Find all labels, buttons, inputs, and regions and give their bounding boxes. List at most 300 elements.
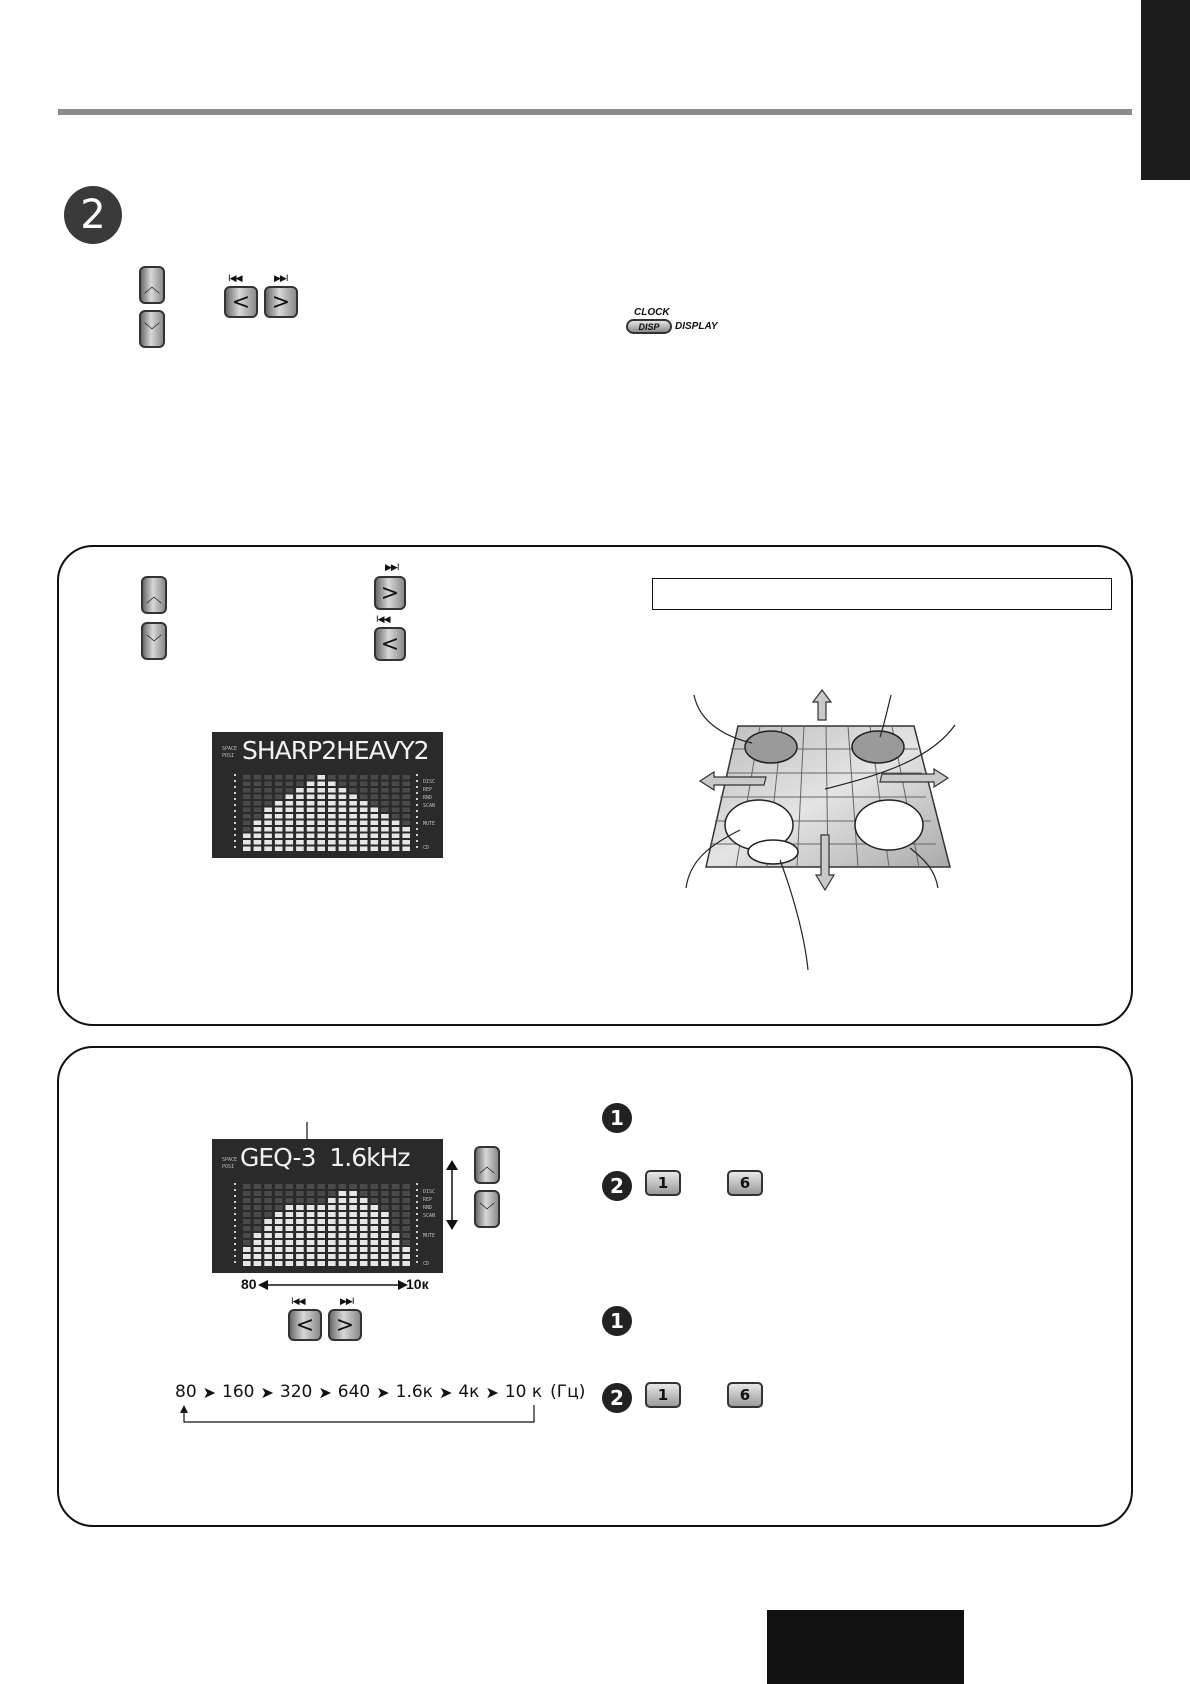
eq-segment xyxy=(286,1226,294,1231)
eq-segment xyxy=(381,801,389,806)
step-a2-badge xyxy=(602,1171,632,1201)
eq-segment xyxy=(392,1261,400,1266)
eq-segment xyxy=(275,1261,283,1266)
eq-segment xyxy=(275,1205,283,1210)
eq-segment xyxy=(381,814,389,819)
lcd-rep-label: REP xyxy=(423,787,433,793)
panel2-skip-back-label: I◀◀ xyxy=(291,1297,305,1307)
eq-segment xyxy=(286,1233,294,1238)
eq-guide-dot xyxy=(234,786,236,788)
lcd-cd-label: CD xyxy=(423,1261,430,1267)
eq-segment xyxy=(349,788,357,793)
eq-segment xyxy=(275,788,283,793)
eq-segment xyxy=(339,1205,347,1210)
eq-segment xyxy=(243,782,251,787)
eq-segment xyxy=(371,1184,379,1189)
eq-segment xyxy=(264,1198,272,1203)
eq-segment xyxy=(254,821,262,826)
eq-segment xyxy=(360,847,368,852)
panel1-up-button[interactable] xyxy=(141,576,167,614)
down-button[interactable] xyxy=(139,310,165,348)
eq-segment xyxy=(402,1226,410,1231)
eq-segment xyxy=(296,827,304,832)
eq-segment xyxy=(286,808,294,813)
eq-guide-dot xyxy=(416,1201,418,1203)
eq-segment xyxy=(339,1226,347,1231)
eq-segment xyxy=(286,1191,294,1196)
eq-segment xyxy=(402,1191,410,1196)
eq-guide-dot xyxy=(416,1189,418,1191)
eq-guide-dot xyxy=(416,1237,418,1239)
eq-segment xyxy=(264,788,272,793)
disp-button[interactable] xyxy=(626,319,672,334)
side-tab-marker xyxy=(1141,0,1190,180)
eq-segment xyxy=(275,814,283,819)
eq-segment xyxy=(328,1247,336,1252)
clock-label: CLOCK xyxy=(634,307,670,318)
eq-segment xyxy=(243,1212,251,1217)
eq-segment xyxy=(392,1205,400,1210)
eq-segment xyxy=(275,1219,283,1224)
eq-segment xyxy=(328,1212,336,1217)
preset-key-1-button[interactable] xyxy=(645,1170,681,1196)
eq-segment xyxy=(307,1254,315,1259)
eq-segment xyxy=(381,788,389,793)
skip-back-button[interactable] xyxy=(224,286,258,318)
eq-segment xyxy=(286,1247,294,1252)
eq-segment xyxy=(243,814,251,819)
eq-segment xyxy=(402,814,410,819)
eq-segment xyxy=(360,775,368,780)
eq-segment xyxy=(328,788,336,793)
chevron-up-icon: ︿ xyxy=(145,586,162,606)
band-forward-button[interactable] xyxy=(328,1309,362,1341)
eq-segment xyxy=(371,834,379,839)
eq-segment xyxy=(339,1184,347,1189)
eq-segment xyxy=(339,1247,347,1252)
eq-segment xyxy=(349,1226,357,1231)
eq-segment xyxy=(371,1240,379,1245)
eq-segment xyxy=(339,840,347,845)
arrow-right-icon: ➤ xyxy=(376,1382,390,1402)
eq-segment xyxy=(286,1212,294,1217)
eq-segment xyxy=(286,1240,294,1245)
eq-guide-dot xyxy=(416,816,418,818)
eq-segment xyxy=(349,1205,357,1210)
eq-segment xyxy=(371,795,379,800)
eq-segment xyxy=(264,1191,272,1196)
eq-segment xyxy=(264,782,272,787)
eq-segment xyxy=(339,1254,347,1259)
eq-segment xyxy=(307,1191,315,1196)
eq-segment xyxy=(402,788,410,793)
eq-guide-dot xyxy=(416,1213,418,1215)
eq-segment xyxy=(254,788,262,793)
eq-segment xyxy=(254,1226,262,1231)
eq-segment xyxy=(296,814,304,819)
eq-segment xyxy=(392,1184,400,1189)
eq-segment xyxy=(349,840,357,845)
up-button[interactable] xyxy=(139,266,165,304)
eq-segment xyxy=(296,1191,304,1196)
preset-key-1-label: 1 xyxy=(657,1386,669,1404)
eq-segment xyxy=(339,1191,347,1196)
eq-segment xyxy=(243,821,251,826)
eq-segment xyxy=(254,847,262,852)
step-b1-badge xyxy=(602,1306,632,1336)
eq-guide-dot xyxy=(416,1249,418,1251)
zone-top-right xyxy=(852,731,904,763)
lcd-disc-label: DISC xyxy=(423,1189,436,1195)
eq-segment xyxy=(243,834,251,839)
eq-segment xyxy=(339,827,347,832)
eq-segment xyxy=(339,1261,347,1266)
eq-segment xyxy=(243,775,251,780)
eq-segment xyxy=(392,1198,400,1203)
eq-segment xyxy=(392,1219,400,1224)
eq-segment xyxy=(392,788,400,793)
eq-segment xyxy=(243,808,251,813)
eq-segment xyxy=(402,1247,410,1252)
arrow-right-icon: ➤ xyxy=(318,1382,332,1402)
step-a1-badge xyxy=(602,1103,632,1133)
eq-segment xyxy=(296,1205,304,1210)
eq-segment xyxy=(392,1247,400,1252)
eq-segment xyxy=(243,801,251,806)
eq-segment xyxy=(381,1184,389,1189)
eq-segment xyxy=(286,1205,294,1210)
eq-segment xyxy=(381,1233,389,1238)
eq-segment xyxy=(349,827,357,832)
eq-segment xyxy=(275,1212,283,1217)
eq-segment xyxy=(360,1261,368,1266)
eq-segment xyxy=(402,1254,410,1259)
eq-segment xyxy=(328,834,336,839)
eq-segment xyxy=(317,827,325,832)
eq-segment xyxy=(392,782,400,787)
eq-guide-dot xyxy=(416,822,418,824)
eq-guide-dot xyxy=(234,1183,236,1185)
eq-guide-dot xyxy=(416,828,418,830)
eq-segment xyxy=(286,801,294,806)
eq-segment xyxy=(402,808,410,813)
eq-segment xyxy=(381,1219,389,1224)
eq-segment xyxy=(328,1205,336,1210)
eq-segment xyxy=(243,795,251,800)
eq-guide-dot xyxy=(234,1237,236,1239)
eq-segment xyxy=(286,814,294,819)
lcd-display-preset xyxy=(212,732,443,858)
eq-guide-dot xyxy=(416,1231,418,1233)
eq-segment xyxy=(349,1247,357,1252)
eq-segment xyxy=(371,1254,379,1259)
eq-segment xyxy=(275,1233,283,1238)
eq-guide-dot xyxy=(234,792,236,794)
eq-segment xyxy=(307,788,315,793)
eq-segment xyxy=(275,827,283,832)
eq-segment xyxy=(392,775,400,780)
freq-640: 640 xyxy=(337,1382,371,1402)
eq-segment xyxy=(296,1219,304,1224)
eq-guide-dot xyxy=(234,810,236,812)
eq-segment xyxy=(349,795,357,800)
eq-segment xyxy=(381,1226,389,1231)
eq-segment xyxy=(402,801,410,806)
zone-bottom-right xyxy=(855,800,923,850)
preset-key-1-button[interactable] xyxy=(645,1382,681,1408)
eq-guide-dot xyxy=(416,780,418,782)
eq-guide-dot xyxy=(416,810,418,812)
eq-segment xyxy=(296,1233,304,1238)
eq-segment xyxy=(317,834,325,839)
eq-segment xyxy=(264,1254,272,1259)
arrow-right-icon: ➤ xyxy=(485,1382,499,1402)
eq-segment xyxy=(317,847,325,852)
step-2-badge xyxy=(64,186,122,244)
eq-segment xyxy=(307,814,315,819)
lcd-rnd-label: RND xyxy=(423,795,433,801)
eq-segment xyxy=(286,821,294,826)
eq-segment xyxy=(371,1247,379,1252)
eq-segment xyxy=(339,801,347,806)
eq-segment xyxy=(371,808,379,813)
eq-segment xyxy=(349,1212,357,1217)
eq-segment xyxy=(371,1205,379,1210)
frequency-sequence xyxy=(175,1382,585,1402)
chevron-down-icon: ﹀ xyxy=(143,320,160,340)
eq-segment xyxy=(307,795,315,800)
eq-segment xyxy=(307,775,315,780)
eq-segment xyxy=(296,775,304,780)
eq-segment xyxy=(254,1205,262,1210)
eq-segment xyxy=(360,840,368,845)
eq-segment xyxy=(339,821,347,826)
freq-4k: 4к xyxy=(458,1382,480,1402)
eq-guide-dot xyxy=(416,1243,418,1245)
eq-segment xyxy=(243,1191,251,1196)
eq-segment xyxy=(275,834,283,839)
eq-guide-dot xyxy=(416,774,418,776)
eq-segment xyxy=(275,847,283,852)
eq-segment xyxy=(381,775,389,780)
eq-segment xyxy=(264,1205,272,1210)
eq-guide-dot xyxy=(234,1189,236,1191)
eq-segment xyxy=(371,1198,379,1203)
eq-guide-dot xyxy=(416,1183,418,1185)
eq-segment xyxy=(275,821,283,826)
eq-segment xyxy=(392,1254,400,1259)
eq-segment xyxy=(275,1198,283,1203)
header-rule xyxy=(58,109,1132,115)
eq-segment xyxy=(349,847,357,852)
eq-segment xyxy=(360,1240,368,1245)
eq-segment xyxy=(328,827,336,832)
preset-key-6-label: 6 xyxy=(739,1386,751,1404)
eq-segment xyxy=(254,1198,262,1203)
eq-segment xyxy=(317,1261,325,1266)
zone-center-low xyxy=(748,840,798,864)
eq-segment xyxy=(317,1184,325,1189)
eq-segment xyxy=(307,1261,315,1266)
eq-segment xyxy=(402,775,410,780)
eq-segment xyxy=(243,1247,251,1252)
freq-320: 320 xyxy=(279,1382,313,1402)
eq-segment xyxy=(402,821,410,826)
eq-segment xyxy=(317,782,325,787)
eq-segment xyxy=(317,801,325,806)
eq-guide-dot xyxy=(416,1225,418,1227)
panel1-skip-forward-button[interactable] xyxy=(374,576,406,610)
eq-segment xyxy=(264,840,272,845)
eq-segment xyxy=(402,1219,410,1224)
eq-segment xyxy=(296,788,304,793)
eq-segment xyxy=(317,1247,325,1252)
arrow-right-icon: ➤ xyxy=(438,1382,453,1402)
preset-key-6-button[interactable] xyxy=(727,1382,763,1408)
eq-segment xyxy=(307,808,315,813)
eq-segment xyxy=(381,821,389,826)
eq-segment xyxy=(381,1247,389,1252)
eq-segment xyxy=(339,1219,347,1224)
eq-segment xyxy=(328,814,336,819)
eq-segment xyxy=(254,795,262,800)
eq-segment xyxy=(254,782,262,787)
lcd-eq-bars xyxy=(212,1139,443,1273)
level-up-button[interactable] xyxy=(474,1146,500,1184)
range-double-arrow xyxy=(258,1278,408,1292)
lcd-cd-label: CD xyxy=(423,845,430,851)
eq-segment xyxy=(349,1219,357,1224)
eq-segment xyxy=(392,1226,400,1231)
freq-80: 80 xyxy=(175,1382,197,1402)
eq-segment xyxy=(360,1205,368,1210)
freq-1-6k: 1.6к xyxy=(395,1382,433,1402)
eq-segment xyxy=(328,1233,336,1238)
eq-segment xyxy=(286,788,294,793)
eq-segment xyxy=(307,821,315,826)
eq-guide-dot xyxy=(234,1207,236,1209)
eq-segment xyxy=(243,847,251,852)
eq-segment xyxy=(402,782,410,787)
loop-back-line xyxy=(176,1405,536,1425)
eq-segment xyxy=(381,1254,389,1259)
eq-segment xyxy=(328,847,336,852)
chevron-left-icon: < xyxy=(380,631,400,657)
eq-segment xyxy=(328,1198,336,1203)
eq-segment xyxy=(360,1184,368,1189)
eq-guide-dot xyxy=(416,1195,418,1197)
eq-segment xyxy=(339,795,347,800)
eq-segment xyxy=(317,795,325,800)
eq-guide-dot xyxy=(234,1195,236,1197)
eq-segment xyxy=(349,1240,357,1245)
eq-guide-dot xyxy=(234,1219,236,1221)
eq-segment xyxy=(307,1226,315,1231)
chevron-right-icon: > xyxy=(335,1312,355,1338)
eq-segment xyxy=(360,814,368,819)
eq-guide-dot xyxy=(234,1231,236,1233)
eq-segment xyxy=(264,821,272,826)
panel1-down-button[interactable] xyxy=(141,622,167,660)
eq-segment xyxy=(349,1198,357,1203)
eq-segment xyxy=(317,788,325,793)
freq-160: 160 xyxy=(222,1382,255,1402)
eq-segment xyxy=(381,795,389,800)
eq-segment xyxy=(264,1219,272,1224)
sound-field-diagram xyxy=(660,680,960,980)
eq-segment xyxy=(371,782,379,787)
eq-segment xyxy=(339,788,347,793)
eq-segment xyxy=(371,1233,379,1238)
eq-segment xyxy=(264,1226,272,1231)
level-down-button[interactable] xyxy=(474,1190,500,1228)
eq-segment xyxy=(254,1233,262,1238)
eq-segment xyxy=(360,1226,368,1231)
eq-segment xyxy=(275,1247,283,1252)
eq-segment xyxy=(360,1219,368,1224)
eq-segment xyxy=(392,827,400,832)
eq-segment xyxy=(371,1212,379,1217)
eq-segment xyxy=(275,1254,283,1259)
panel1-skip-back-button[interactable] xyxy=(374,627,406,661)
eq-guide-dot xyxy=(234,816,236,818)
eq-guide-dot xyxy=(234,840,236,842)
eq-segment xyxy=(349,1254,357,1259)
band-back-button[interactable] xyxy=(288,1309,322,1341)
step-b2-number: 2 xyxy=(610,1386,624,1410)
step-b2-badge xyxy=(602,1383,632,1413)
eq-segment xyxy=(243,840,251,845)
eq-segment xyxy=(360,827,368,832)
eq-segment xyxy=(296,795,304,800)
eq-segment xyxy=(264,1212,272,1217)
eq-segment xyxy=(392,1240,400,1245)
eq-segment xyxy=(296,1226,304,1231)
range-high-label: 10к xyxy=(406,1276,429,1292)
eq-guide-dot xyxy=(234,1261,236,1263)
eq-segment xyxy=(371,801,379,806)
eq-segment xyxy=(254,1191,262,1196)
eq-segment xyxy=(349,1233,357,1238)
eq-segment xyxy=(360,1247,368,1252)
eq-segment xyxy=(243,1184,251,1189)
eq-segment xyxy=(264,795,272,800)
eq-segment xyxy=(264,1247,272,1252)
eq-segment xyxy=(243,1254,251,1259)
eq-segment xyxy=(307,1205,315,1210)
skip-forward-button[interactable] xyxy=(264,286,298,318)
eq-guide-dot xyxy=(416,1255,418,1257)
eq-segment xyxy=(392,814,400,819)
eq-segment xyxy=(317,1233,325,1238)
skip-forward-label: ▶▶I xyxy=(274,274,288,284)
preset-key-6-button[interactable] xyxy=(727,1170,763,1196)
eq-segment xyxy=(402,840,410,845)
eq-segment xyxy=(296,1184,304,1189)
eq-segment xyxy=(349,821,357,826)
eq-guide-dot xyxy=(234,780,236,782)
eq-segment xyxy=(349,801,357,806)
eq-segment xyxy=(264,814,272,819)
note-box xyxy=(652,578,1112,610)
eq-segment xyxy=(317,1240,325,1245)
eq-segment xyxy=(339,1198,347,1203)
eq-guide-dot xyxy=(416,1219,418,1221)
eq-guide-dot xyxy=(416,1261,418,1263)
eq-segment xyxy=(296,847,304,852)
eq-segment xyxy=(275,1240,283,1245)
chevron-up-icon: ︿ xyxy=(478,1156,495,1176)
